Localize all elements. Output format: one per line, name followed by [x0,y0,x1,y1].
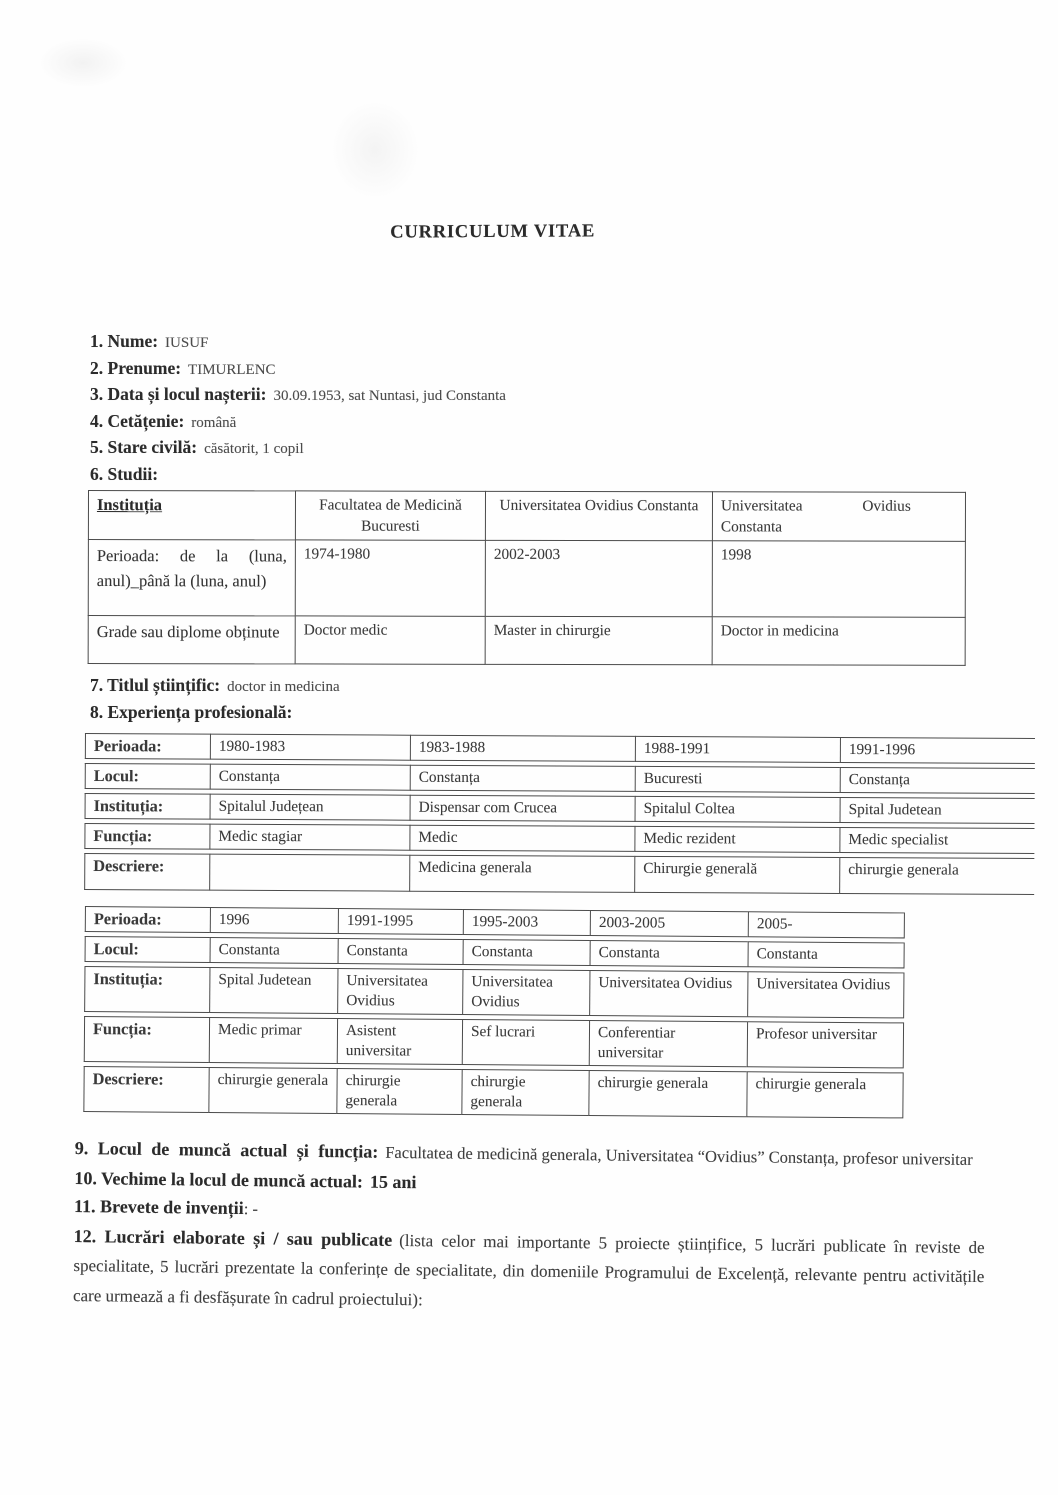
field-value: 15 ani [369,1170,417,1192]
table-cell: Spital Judetean [209,967,337,1014]
table-cell: Constanta [210,937,338,964]
studii-heading [90,462,1058,487]
table-row [83,1066,903,1118]
table-row [85,793,1035,824]
field-nume [90,329,1058,356]
table-cell: Constanta [338,938,463,965]
field-value: căsătorit, 1 copil [204,441,304,458]
row-label: Funcția: [84,1016,209,1063]
table-row [85,936,905,968]
table-row [84,823,1034,854]
table-cell: 1974-1980 [295,539,485,615]
row-label: Instituția: [84,966,209,1013]
table-cell: Medic rezident [634,826,839,853]
field-label: 1. Nume: [90,331,159,351]
table-cell: 1991-1996 [840,737,1035,764]
table-cell: Constanța [410,764,635,791]
section-heading: 8. Experiența profesională: [90,702,293,723]
personal-info-section [90,329,1058,487]
table-cell: Medic [409,824,634,851]
table-cell: 1998 [712,540,965,617]
table-cell: 1991-1995 [338,908,463,935]
section-lucrari [73,1221,985,1321]
table-cell: chirurgie generala [839,857,1034,895]
table-cell: Doctor in medicina [712,616,965,665]
section-heading: 6. Studii: [90,463,159,484]
table-cell: Conferentiar universitar [589,1020,747,1067]
table-cell: Spital Judetean [840,797,1035,824]
field-stare-civila [90,435,1058,462]
bottom-sections [73,1134,986,1321]
table-cell: Universitatea Ovidius [462,969,589,1016]
table-cell: 2003-2005 [590,910,748,937]
field-value: : - [243,1198,259,1218]
table-cell: 2002-2003 [485,540,712,616]
field-prenume [90,356,1058,383]
table-cell: Doctor medic [295,615,485,663]
row-label: Descriere: [84,853,209,891]
row-label: Descriere: [83,1066,208,1113]
table-cell: Universitatea Ovidius [589,970,747,1017]
field-label: 12. Lucrări elaborate și / sau publicate [73,1225,393,1250]
table-row [85,906,905,938]
table-cell: Medic primar [209,1017,337,1064]
row-label: Funcția: [84,823,209,850]
field-label: 10. Vechime la locul de muncă actual: [74,1167,364,1191]
table-cell: Master in chirurgie [485,616,712,664]
table-cell: Constanta [590,940,748,967]
field-label: 4. Cetățenie: [90,410,185,431]
table-row [85,733,1035,764]
experienta-heading [90,700,1058,725]
table-cell [209,853,409,891]
field-label: 9. Locul de muncă actual și funcția: [74,1137,379,1162]
table-cell: 1983-1988 [410,734,635,761]
row-label: Grade sau diplome obținute [88,615,295,663]
field-value: (lista celor mai importante 5 proiecte științifice, 5 lucrări publicate în reviste de specialitate, 5 lucrări prezentate la conferințe de specialitate, din domeniile Programului de Excelență, relevante pentru activitățile care urmează a fi desfășurate în cadrul proiectului): [72,1230,985,1309]
table-cell: Profesor universitar [747,1021,904,1068]
titlu-stiintific [90,673,1058,700]
row-label: Locul: [85,936,210,963]
field-value: română [191,414,237,431]
table-cell: Sef lucrari [462,1019,589,1066]
field-label: 7. Titlul științific: [90,674,221,695]
field-value: Facultatea de medicină generala, Universitatea “Ovidius” Constanța, profesor universitar [385,1142,973,1169]
table-cell: 1995-2003 [463,909,590,936]
table-row [84,1016,904,1068]
table-cell: Medic specialist [839,827,1034,854]
table-cell: 1980-1983 [210,733,410,760]
table-cell: Constanta [463,939,590,966]
table-cell: Constanta [748,941,905,968]
table-cell: Spitalul Coltea [635,796,840,823]
table-cell: Medicina generala [409,854,634,892]
table-cell: Universitatea Ovidius Constanta [485,491,712,540]
table-cell: chirurgie generala [588,1070,746,1117]
experienta-table-1 [84,729,1035,899]
field-value: TIMURLENC [188,361,276,378]
row-label: Perioada: [85,733,210,760]
field-label: 2. Prenume: [90,357,182,378]
table-row [85,763,1035,794]
table-cell: Chirurgie generală [634,856,839,894]
field-value: IUSUF [165,335,209,351]
table-row [88,615,965,665]
field-label: 3. Data și locul nașterii: [90,384,267,405]
field-label: 11. Brevete de invenții [73,1195,244,1218]
table-row [88,539,965,617]
table-cell: Bucuresti [635,766,840,793]
table-cell: Instituția [88,490,295,539]
table-row [84,853,1034,895]
field-value: 30.09.1953, sat Nuntasi, jud Constanta [273,388,506,405]
table-cell: Constanța [210,763,410,790]
table-cell: 1988-1991 [635,736,840,763]
field-cetatenie [90,409,1058,436]
table-row [88,490,965,541]
table-cell: Asistent universitar [337,1018,462,1065]
table-cell: Spitalul Județean [210,793,410,820]
table-cell: Facultatea de Medicină Bucuresti [295,490,485,539]
cv-title: CURRICULUM VITAE [390,221,596,243]
table-cell: chirurgie generala [336,1068,461,1115]
table-cell: chirurgie generala [208,1067,336,1114]
field-label: 5. Stare civilă: [90,437,198,458]
row-label: Instituția: [85,793,210,820]
row-label: Perioada: de la (luna, anul)_până la (luna, anul) [88,539,295,615]
table-cell: chirurgie generala [461,1069,588,1116]
field-value: doctor in medicina [227,678,340,695]
row-label: Locul: [85,763,210,790]
table-cell: Universitatea Ovidius [337,968,462,1015]
table-cell: Dispensar com Crucea [410,794,635,821]
studii-table [88,490,966,666]
table-cell: Universitatea Ovidius [747,971,904,1018]
table-cell: 1996 [210,907,338,934]
table-cell: 2005- [748,911,905,938]
table-cell: chirurgie generala [746,1071,903,1118]
table-cell: Medic stagiar [209,823,409,850]
table-row [84,966,904,1018]
table-cell: Universitatea Ovidius Constanta [712,491,965,541]
field-data-nasterii [90,382,1058,409]
table-cell: Constanța [840,767,1035,794]
experienta-table-2 [83,902,905,1122]
row-label: Perioada: [85,906,210,933]
